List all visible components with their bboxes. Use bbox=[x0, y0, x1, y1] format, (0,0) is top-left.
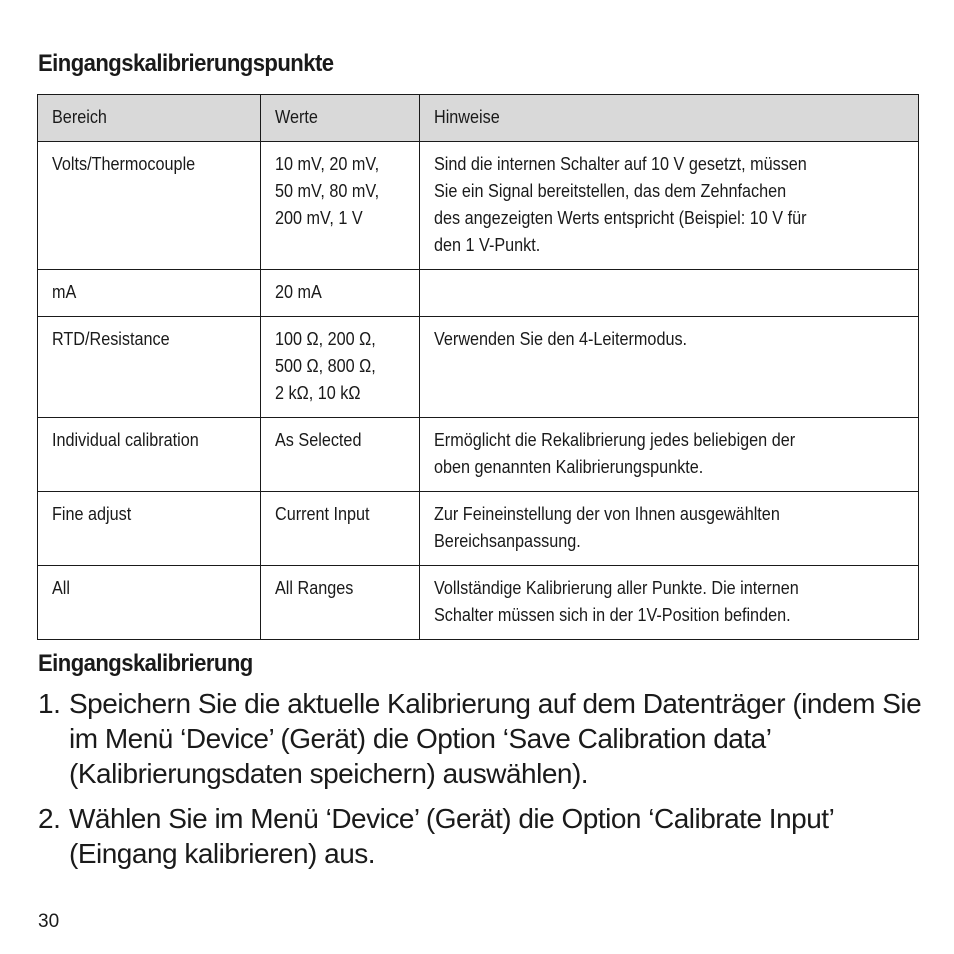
cell-bereich: Fine adjust bbox=[38, 492, 261, 566]
header-werte: Werte bbox=[261, 95, 420, 142]
table-row bbox=[38, 566, 919, 640]
cell-bereich: RTD/Resistance bbox=[38, 317, 261, 418]
list-item bbox=[38, 686, 928, 791]
cell-bereich: Volts/Thermocouple bbox=[38, 142, 261, 270]
cell-bereich: Individual calibration bbox=[38, 418, 261, 492]
cell-werte: 100 Ω, 200 Ω, 500 Ω, 800 Ω, 2 kΩ, 10 kΩ bbox=[261, 317, 420, 418]
cell-hinweise: Zur Feineinstellung der von Ihnen ausgewählten Bereichsanpassung. bbox=[420, 492, 919, 566]
cell-werte: As Selected bbox=[261, 418, 420, 492]
cell-werte: 10 mV, 20 mV, 50 mV, 80 mV, 200 mV, 1 V bbox=[261, 142, 420, 270]
cell-bereich: All bbox=[38, 566, 261, 640]
table-row bbox=[38, 270, 919, 317]
cell-hinweise: Sind die internen Schalter auf 10 V gesetzt, müssen Sie ein Signal bereitstellen, das dem Zehnfachen des angezeigten Werts entspricht (Beispiel: 10 V für den 1 V-Punkt. bbox=[420, 142, 919, 270]
step-text: Wählen Sie im Menü ‘Device’ (Gerät) die Option ‘Calibrate Input’ (Eingang kalibrieren) aus. bbox=[69, 803, 834, 869]
header-bereich: Bereich bbox=[38, 95, 261, 142]
step-number: 1. bbox=[38, 688, 61, 719]
table-row bbox=[38, 418, 919, 492]
cell-hinweise: Ermöglicht die Rekalibrierung jedes beliebigen der oben genannten Kalibrierungspunkte. bbox=[420, 418, 919, 492]
step-text: Speichern Sie die aktuelle Kalibrierung auf dem Datenträger (indem Sie im Menü ‘Device’ (Gerät) die Option ‘Save Calibration data’ (Kalibrierungsdaten speichern) auswählen). bbox=[69, 688, 922, 789]
table-header-row bbox=[38, 95, 919, 142]
table-section-title: Eingangskalibrierungspunkte bbox=[38, 50, 334, 77]
header-hinweise: Hinweise bbox=[420, 95, 919, 142]
table-row bbox=[38, 142, 919, 270]
steps-section-title: Eingangskalibrierung bbox=[38, 650, 253, 677]
cell-werte: 20 mA bbox=[261, 270, 420, 317]
calibration-points-table bbox=[37, 94, 919, 640]
step-number: 2. bbox=[38, 803, 61, 834]
cell-werte: All Ranges bbox=[261, 566, 420, 640]
calibration-steps-list bbox=[38, 686, 928, 881]
cell-werte: Current Input bbox=[261, 492, 420, 566]
cell-hinweise: Verwenden Sie den 4-Leitermodus. bbox=[420, 317, 919, 418]
cell-hinweise: Vollständige Kalibrierung aller Punkte. Die internen Schalter müssen sich in der 1V-Position befinden. bbox=[420, 566, 919, 640]
table-row bbox=[38, 492, 919, 566]
table-row bbox=[38, 317, 919, 418]
list-item bbox=[38, 801, 928, 871]
cell-hinweise bbox=[420, 270, 919, 317]
cell-bereich: mA bbox=[38, 270, 261, 317]
page-number: 30 bbox=[38, 911, 60, 932]
